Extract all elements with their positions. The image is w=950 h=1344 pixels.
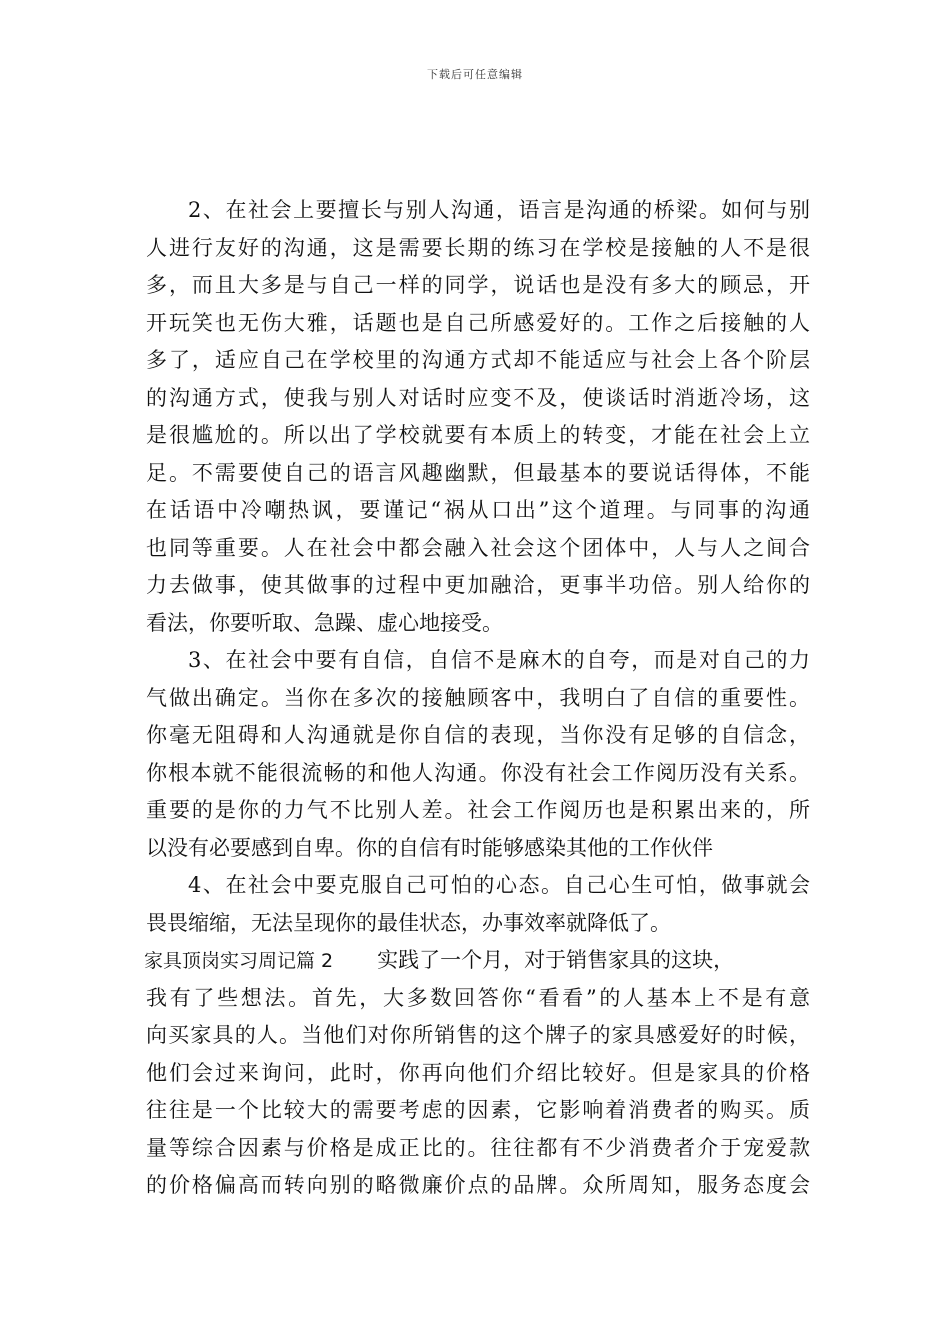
text-line: 重要的是你的力气不比别人差。社会工作阅历也是积累出来的，所 bbox=[146, 798, 810, 822]
text-line: 也同等重要。人在社会中都会融入社会这个团体中，人与人之间合 bbox=[146, 535, 810, 560]
text-line: 2、在社会上要擅长与别人沟通，语言是沟通的桥梁。如何与别 bbox=[188, 198, 810, 222]
text-line: 多了，适应自己在学校里的沟通方式却不能适应与社会上各个阶层 bbox=[146, 348, 810, 372]
text-line: 你毫无阻碍和人沟通就是你自信的表现，当你没有足够的自信念， bbox=[146, 723, 810, 747]
text-line: 的价格偏高而转向别的略微廉价点的品牌。众所周知，服务态度会 bbox=[146, 1173, 810, 1197]
section-heading-line bbox=[144, 942, 810, 980]
section-first-line: 实践了一个月，对于销售家具的这块， bbox=[377, 948, 735, 972]
text-line: 3、在社会中要有自信，自信不是麻木的自夸，而是对自己的力 bbox=[188, 648, 810, 672]
text-line: 力去做事，使其做事的过程中更加融洽，更事半功倍。别人给你的 bbox=[146, 573, 810, 597]
text-line: 量等综合因素与价格是成正比的。往往都有不少消费者介于宠爱款 bbox=[146, 1135, 810, 1160]
text-line: 以没有必要感到自卑。你的自信有时能够感染其他的工作伙伴 bbox=[146, 835, 713, 860]
paragraph-block-2 bbox=[146, 980, 810, 1205]
text-line: 多，而且大多是与自己一样的同学，说话也是没有多大的顾忌，开 bbox=[146, 273, 810, 297]
section-heading: 家具顶岗实习周记篇 2 bbox=[144, 950, 334, 972]
text-line: 开玩笑也无伤大雅，话题也是自己所感爱好的。工作之后接触的人 bbox=[146, 310, 810, 335]
text-line: 气做出确定。当你在多次的接触顾客中，我明白了自信的重要性。 bbox=[146, 685, 810, 710]
text-line: 往往是一个比较大的需要考虑的因素，它影响着消费者的购买。质 bbox=[146, 1098, 810, 1122]
text-line: 在话语中冷嘲热讽，要谨记“祸从口出”这个道理。与同事的沟通 bbox=[146, 498, 810, 522]
paragraph-block-1 bbox=[146, 192, 810, 942]
text-line: 他们会过来询问，此时，你再向他们介绍比较好。但是家具的价格 bbox=[146, 1060, 810, 1085]
text-line: 是很尴尬的。所以出了学校就要有本质上的转变，才能在社会上立 bbox=[146, 423, 810, 447]
document-body bbox=[146, 192, 810, 1205]
text-line: 人进行友好的沟通，这是需要长期的练习在学校是接触的人不是很 bbox=[146, 235, 810, 260]
text-line: 4、在社会中要克服自己可怕的心态。自己心生可怕，做事就会 bbox=[188, 873, 810, 897]
text-line: 你根本就不能很流畅的和他人沟通。你没有社会工作阅历没有关系。 bbox=[146, 760, 810, 785]
text-line: 足。不需要使自己的语言风趣幽默，但最基本的要说话得体，不能 bbox=[146, 460, 810, 485]
text-line: 畏畏缩缩，无法呈现你的最佳状态，办事效率就降低了。 bbox=[146, 910, 671, 935]
text-line: 的沟通方式，使我与别人对话时应变不及，使谈话时消逝冷场，这 bbox=[146, 385, 810, 410]
text-line: 向买家具的人。当他们对你所销售的这个牌子的家具感爱好的时候， bbox=[146, 1023, 810, 1047]
page-header: 下载后可任意编辑 bbox=[427, 68, 523, 81]
text-line: 我有了些想法。首先，大多数回答你“看看”的人基本上不是有意 bbox=[146, 985, 810, 1010]
text-line: 看法，你要听取、急躁、虚心地接受。 bbox=[146, 610, 503, 635]
